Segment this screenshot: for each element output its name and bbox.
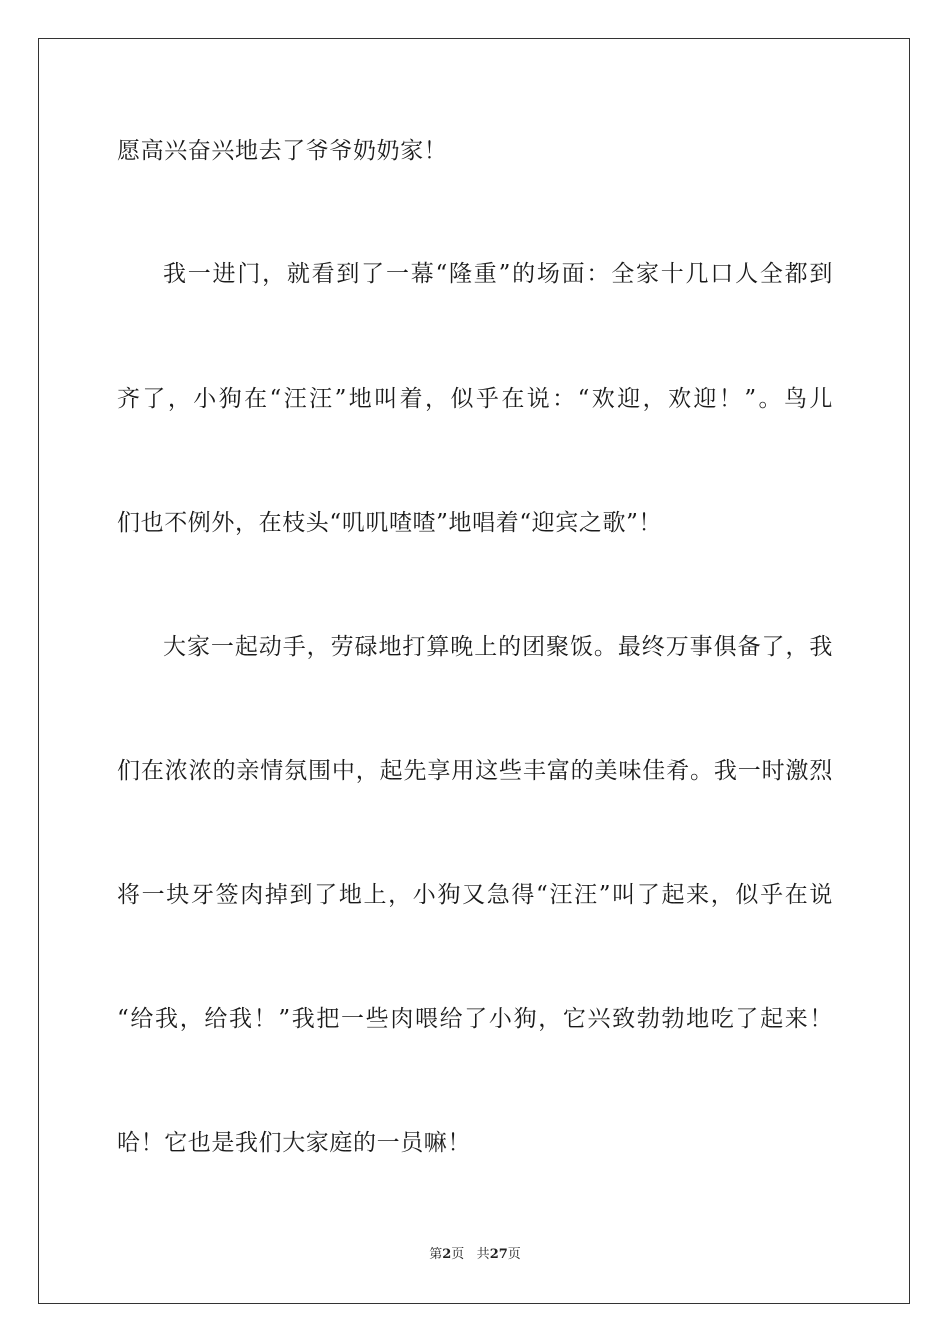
text-line-3: 齐了，小狗在“汪汪”地叫着，似乎在说：“欢迎，欢迎！”。鸟儿 [117,386,833,412]
text-line-2: 我一进门，就看到了一幕“隆重”的场面：全家十几口人全都到 [163,261,833,287]
page-footer [0,1247,950,1263]
text-line-8: “给我，给我！”我把一些肉喂给了小狗，它兴致勃勃地吃了起来！ [117,1006,833,1032]
footer-page-prefix: 第 [429,1247,443,1262]
footer-total-prefix: 共 [476,1247,490,1262]
footer-page-suffix: 页 [451,1247,465,1262]
text-line-5: 大家一起动手，劳碌地打算晚上的团聚饭。最终万事俱备了，我 [163,634,833,660]
text-line-4: 们也不例外，在枝头“叽叽喳喳”地唱着“迎宾之歌”！ [117,510,663,536]
text-line-1: 愿高兴奋兴地去了爷爷奶奶家！ [117,138,448,164]
footer-page-number: 2 [442,1247,452,1262]
text-line-6: 们在浓浓的亲情氛围中，起先享用这些丰富的美味佳肴。我一时激烈 [117,758,833,784]
page-border [38,38,910,1304]
footer-total-suffix: 页 [507,1247,521,1262]
text-line-9: 哈！它也是我们大家庭的一员嘛！ [117,1130,471,1156]
text-line-7: 将一块牙签肉掉到了地上，小狗又急得“汪汪”叫了起来，似乎在说 [117,882,833,908]
footer-total-pages: 27 [489,1247,508,1262]
